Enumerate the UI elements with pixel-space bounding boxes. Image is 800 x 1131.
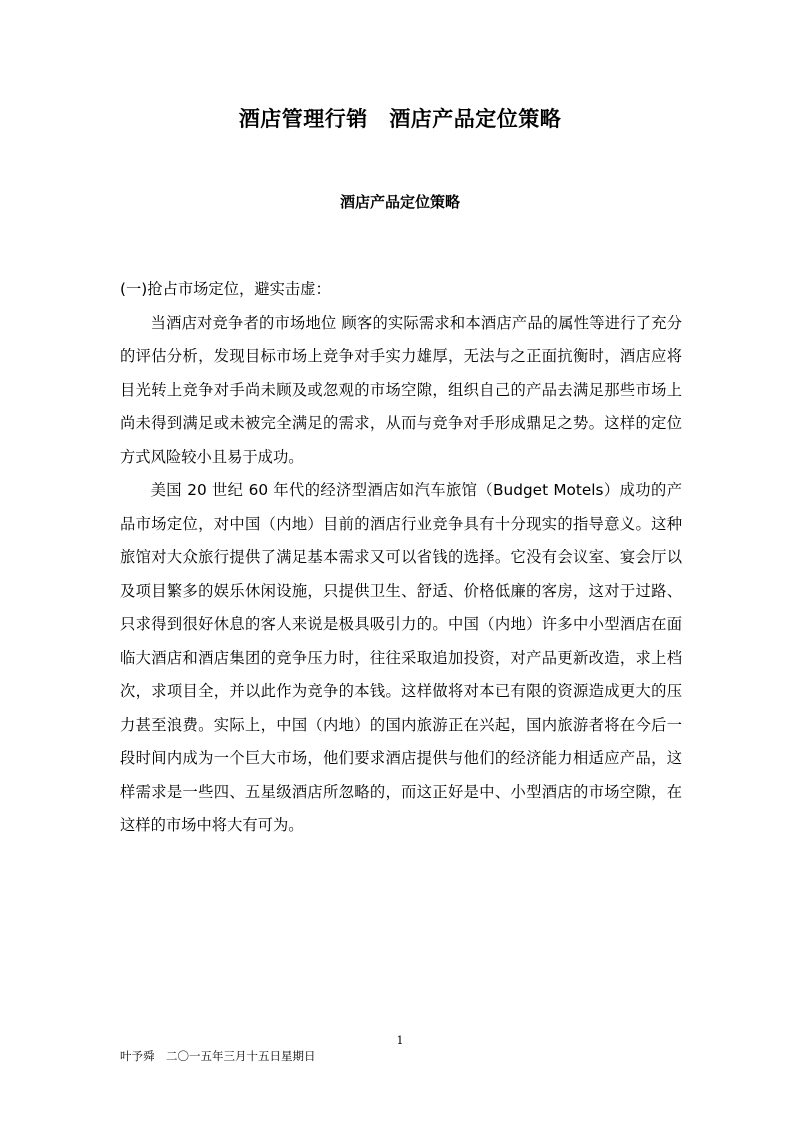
section-heading: 酒店产品定位策略: [339, 193, 460, 211]
paragraph: 美国 20 世纪 60 年代的经济型酒店如汽车旅馆（Budget Motels）成功的产品市场定位，对中国（内地）目前的酒店行业竞争具有十分现实的指导意义。这种旅馆对大众旅行提供了满足基本需求又可以省钱的选择。它没有会议室、宴会厅以及项目繁多的娱乐休闲设施，只提供卫生、舒适、价格低廉的客房，这对于过路、只求得到很好休息的客人来说是极具吸引力的。中国（内地）许多中小型酒店在面临大酒店和酒店集团的竞争压力时，往往采取追加投资，对产品更新改造，求上档次，求项目全，并以此作为竞争的本钱。这样做将对本已有限的资源造成更大的压力甚至浪费。实际上，中国（内地）的国内旅游正在兴起，国内旅游者将在今后一段时间内成为一个巨大市场，他们要求酒店提供与他们的经济能力相适应产品，这样需求是一些四、五星级酒店所忽略的，而这正好是中、小型酒店的市场空隙，在这样的市场中将大有可为。: [120, 481, 682, 834]
paragraph-heading: (一)抢占市场定位，避实击虚：: [120, 280, 331, 298]
paragraph: 当酒店对竞争者的市场地位 顾客的实际需求和本酒店产品的属性等进行了充分的评估分析，发现目标市场上竞争对手实力雄厚，无法与之正面抗衡时，酒店应将目光转上竞争对手尚未顾及或忽观的市场空隙，组织自己的产品去满足那些市场上尚未得到满足或未被完全满足的需求，从而与竞争对手形成鼎足之势。这样的定位方式风险较小且易于成功。: [120, 313, 682, 466]
body-text: [120, 273, 682, 843]
footer-author-date: 叶予舜 二〇一五年三月十五日星期日: [120, 1049, 316, 1063]
document-title: 酒店管理行销 酒店产品定位策略: [238, 107, 562, 131]
page-number: 1: [396, 1034, 404, 1047]
